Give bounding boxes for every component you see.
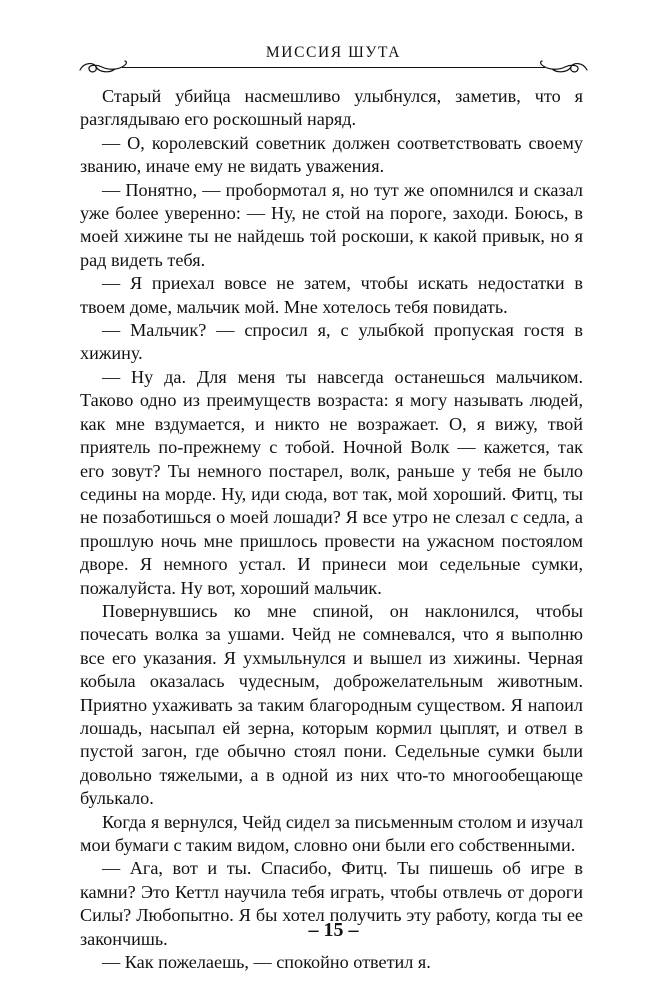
paragraph: Старый убийца насмешливо улыбнулся, заметив, что я разглядываю его роскошный наряд.: [80, 86, 583, 130]
paragraph: Когда я вернулся, Чейд сидел за письменным столом и изучал мои бумаги с таким видом, словно они были его собственными.: [80, 811, 583, 855]
page-number: – 15 –: [308, 919, 359, 941]
paragraph: — Мальчик? — спросил я, с улыбкой пропуская гостя в хижину.: [80, 320, 583, 364]
header-rule-ornament: [0, 40, 667, 80]
paragraph: — О, королевский советник должен соответствовать своему званию, иначе ему не видать уважения.: [80, 132, 583, 177]
paragraph: — Я приехал вовсе не затем, чтобы искать недостатки в твоем доме, мальчик мой. Мне хотелось тебя повидать.: [80, 273, 583, 317]
paragraph: — Ага, вот и ты. Спасибо, Фитц. Ты пишешь об игре в камни? Это Кеттл научила тебя играть, чтобы отвлечь от дороги Силы? Любопытно. Я бы хотел получить эту работу, когда ты ее закончишь.: [80, 858, 583, 949]
body-text: [80, 85, 583, 974]
paragraph: — Как пожелаешь, — спокойно ответил я.: [102, 952, 431, 973]
running-title: МИССИЯ ШУТА: [265, 44, 402, 61]
paragraph: Повернувшись ко мне спиной, он наклонился, чтобы почесать волка за ушами. Чейд не сомневался, что я выполню все его указания. Я ухмыльнулся и вышел из хижины. Черная кобыла оказалась чудесным, доброжелательным животным. Приятно ухаживать за таким благородным существом. Я напоил лошадь, насыпал ей зерна, которым кормил цыплят, и отвел в пустой загон, где обычно стоял пони. Седельные сумки были довольно тяжелыми, а в одной из них что-то многообещающе булькало.: [80, 600, 583, 809]
running-header: [0, 40, 667, 80]
paragraph: — Понятно, — пробормотал я, но тут же опомнился и сказал уже более уверенно: — Ну, не стой на пороге, заходи. Боюсь, в моей хижине ты не найдешь той роскоши, к какой привык, но я рад видеть тебя.: [80, 179, 583, 270]
paragraph: — Ну да. Для меня ты навсегда останешься мальчиком. Таково одно из преимуществ возраста: я могу называть людей, как мне вздумается, и никто не возражает. О, я вижу, твой приятель по-прежнему с тобой. Ночной Волк — кажется, так его зовут? Ты немного постарел, волк, раньше у тебя не было седины на морде. Ну, иди сюда, вот так, мой хороший. Фитц, ты не позаботишься о моей лошади? Я все утро не слезал с седла, а прошлую ночь мне пришлось провести на ужасном постоялом дворе. Я немного устал. И принеси мои седельные сумки, пожалуйста. Ну вот, хороший мальчик.: [80, 366, 583, 598]
